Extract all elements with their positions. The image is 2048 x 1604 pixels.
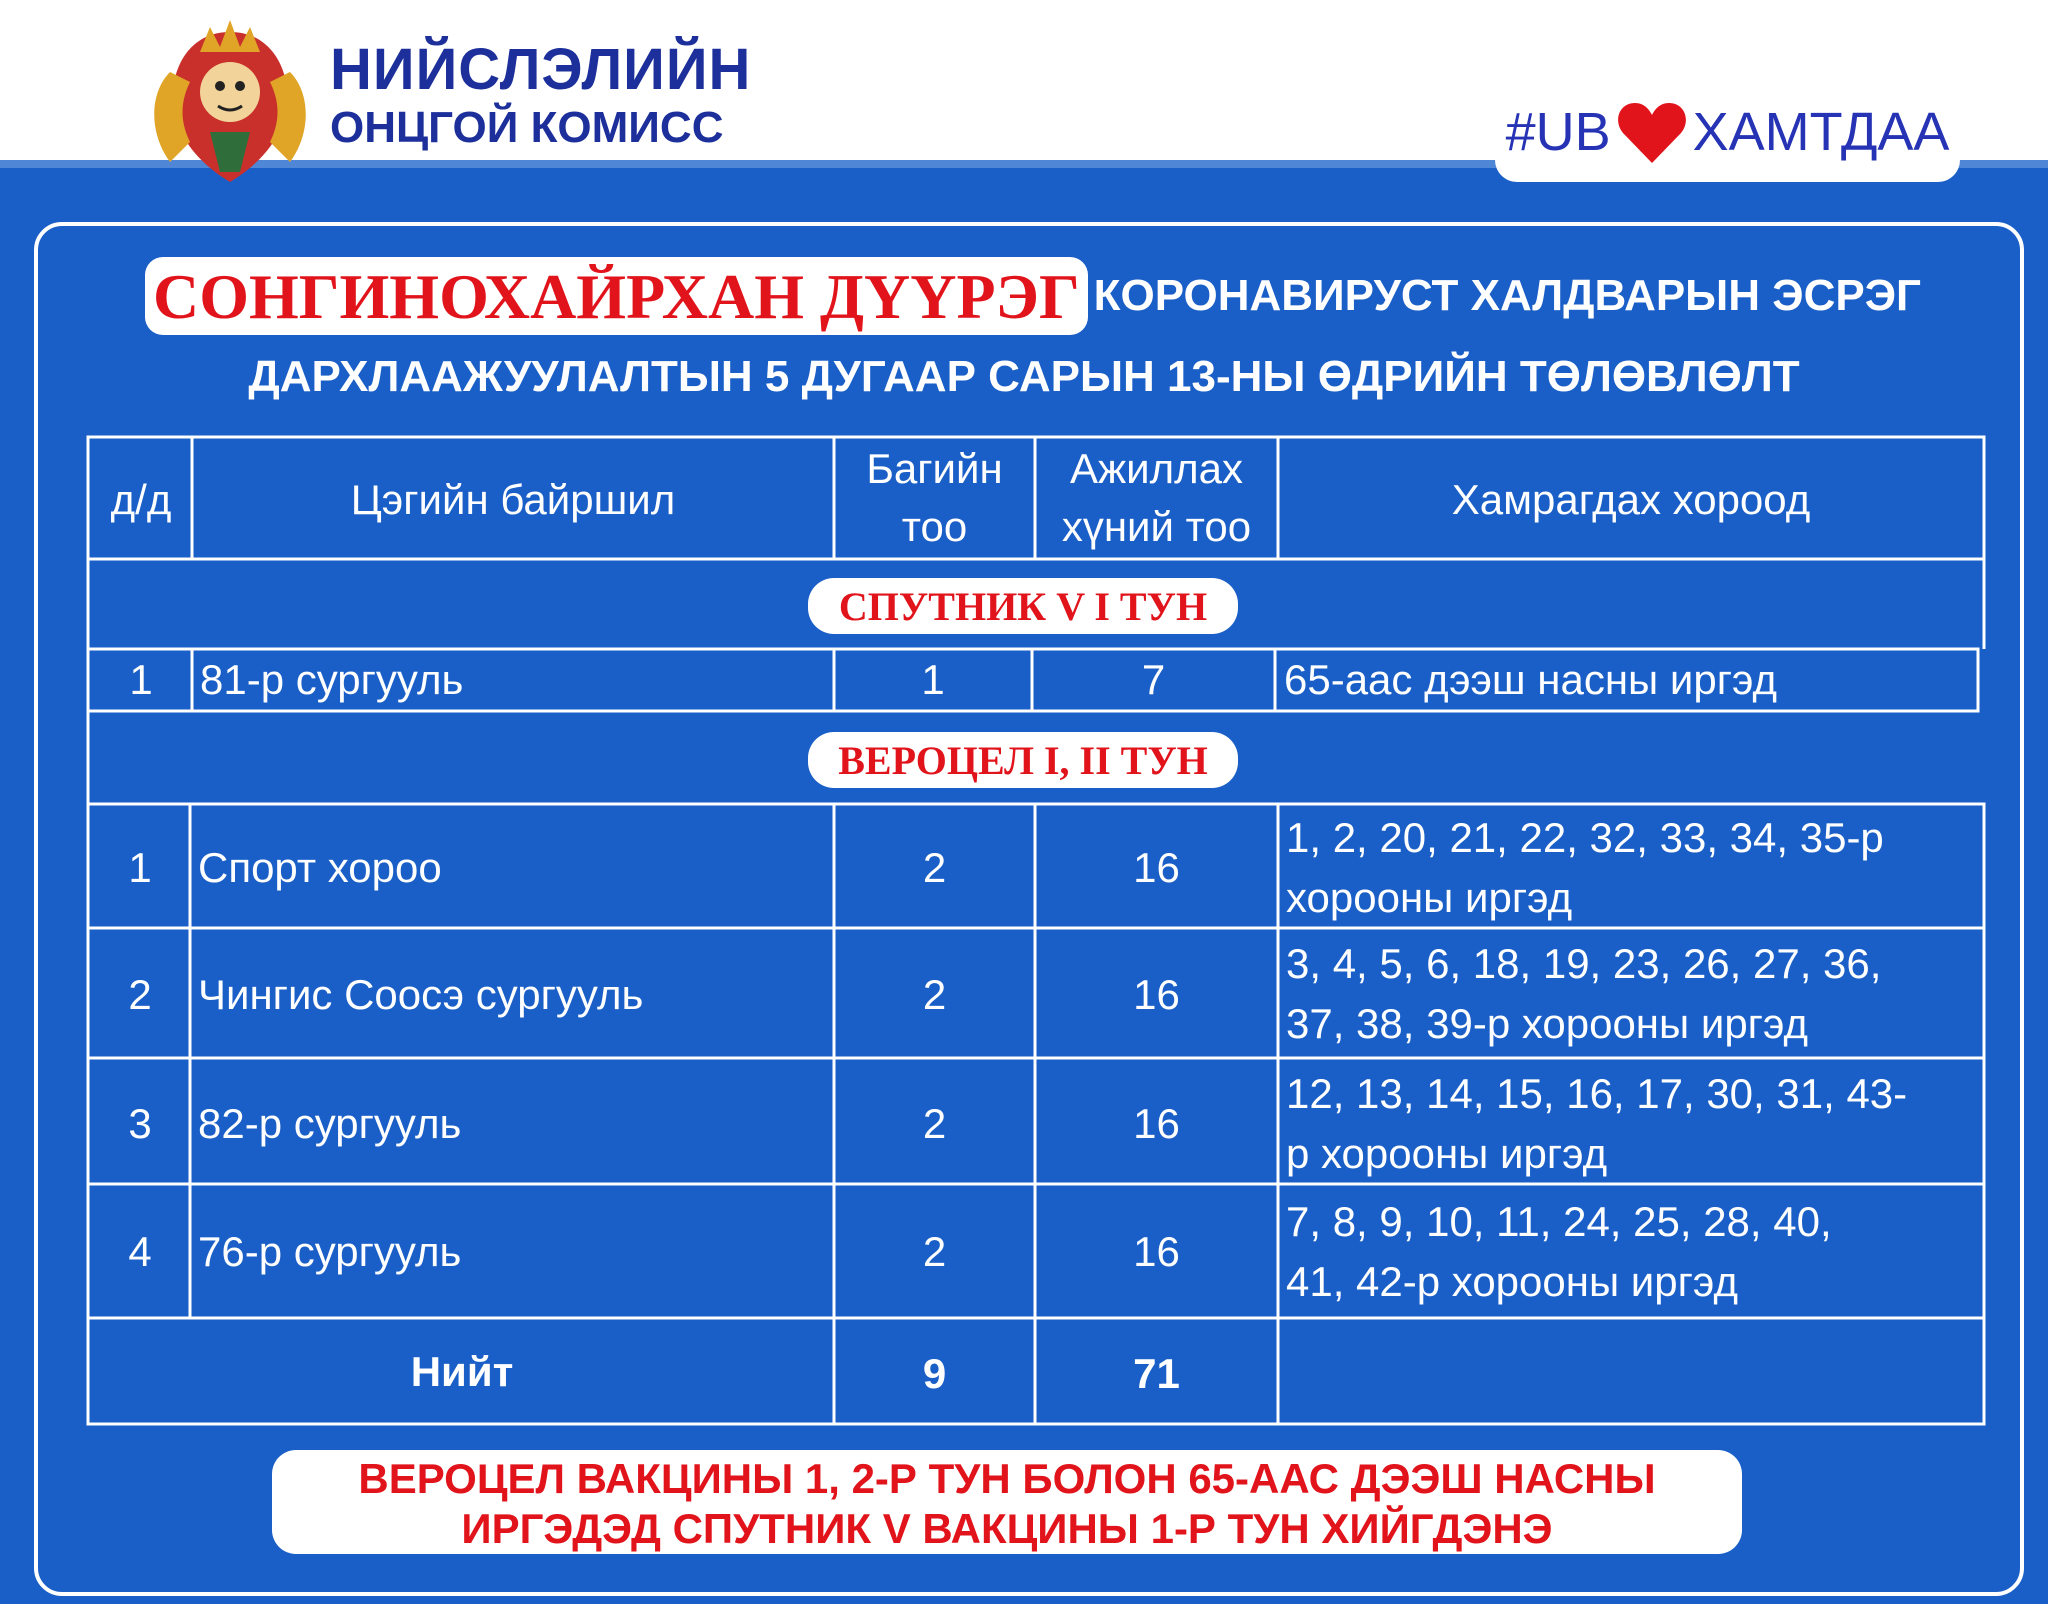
khoroo-line2: р хорооны иргэд [1286,1130,1608,1177]
header-teams-line1: Багийн [866,445,1003,492]
section-label-sputnik: СПУТНИК V I ТУН [808,578,1238,634]
table-cell-khoroo [1286,1192,1982,1312]
table-cell-teams: 1 [921,656,945,703]
footer-note [272,1450,1742,1554]
table-cell-staff: 7 [1141,656,1166,703]
table-cell-location: 82-р сургууль [198,1100,462,1147]
khoroo-line2: 41, 42-р хорооны иргэд [1286,1258,1738,1305]
title-line2: ДАРХЛААЖУУЛАЛТЫН 5 ДУГААР САРЫН 13-НЫ ӨДРИЙН ТӨЛӨВЛӨЛТ [248,352,1800,401]
hashtag-prefix: #UB [1505,102,1611,162]
header-teams-line2: тоо [901,503,968,550]
table-cell-teams: 2 [922,1100,947,1147]
header-teams [836,440,1033,556]
table-cell-teams: 2 [922,1228,947,1275]
table-cell-staff: 16 [1133,844,1180,891]
header-staff [1037,440,1276,556]
table-cell-teams: 2 [922,844,947,891]
khoroo-line1: 12, 13, 14, 15, 16, 17, 30, 31, 43- [1286,1070,1908,1117]
khoroo-line1: 1, 2, 20, 21, 22, 32, 33, 34, 35-р [1286,814,1884,861]
table-cell-location: 76-р сургууль [198,1228,462,1275]
footer-line2: ИРГЭДЭД СПУТНИК V ВАКЦИНЫ 1-Р ТУН ХИЙГДЭНЭ [461,1505,1553,1552]
table-cell-khoroo [1286,808,1982,928]
header-num: д/д [110,476,172,523]
table-cell-khoroo [1286,1064,1986,1184]
table-cell-teams: 2 [922,971,947,1018]
org-name-line1: НИЙСЛЭЛИЙН [330,37,752,102]
table-cell-location: 81-р сургууль [200,656,464,703]
total-teams: 9 [922,1350,947,1397]
total-label: Нийт [410,1348,514,1395]
khoroo-line1: 7, 8, 9, 10, 11, 24, 25, 28, 40, [1286,1198,1832,1245]
table-cell-num: 4 [128,1228,152,1275]
khoroo-line1: 3, 4, 5, 6, 18, 19, 23, 26, 27, 36, [1286,940,1882,987]
table-cell-staff: 16 [1133,1228,1180,1275]
table-cell-khoroo: 65-аас дээш насны иргэд [1284,656,1778,703]
table-cell-num: 1 [129,656,153,703]
table-cell-location: Спорт хороо [198,844,442,891]
footer-line1: ВЕРОЦЕЛ ВАКЦИНЫ 1, 2-Р ТУН БОЛОН 65-ААС ДЭЭШ НАСНЫ [358,1455,1656,1502]
org-name-line2: ОНЦГОЙ КОМИСС [330,103,724,152]
header-khoroo: Хамрагдах хороод [1451,476,1811,523]
total-staff: 71 [1133,1350,1180,1397]
header-staff-line1: Ажиллах [1070,445,1243,492]
table-cell-staff: 16 [1133,1100,1180,1147]
district-name: СОНГИНОХАЙРХАН ДҮҮРЭГ [145,257,1088,335]
hashtag-suffix: ХАМТДАА [1692,102,1950,162]
table-cell-location: Чингис Соосэ сургууль [198,971,644,1018]
header-location: Цэгийн байршил [350,476,676,523]
section-label-verocell: ВЕРОЦЕЛ I, II ТУН [808,732,1238,788]
khoroo-line2: хорооны иргэд [1286,874,1573,921]
table-cell-num: 2 [128,971,152,1018]
table-cell-num: 3 [128,1100,152,1147]
table-cell-num: 1 [128,844,152,891]
table-cell-khoroo [1286,934,1982,1054]
khoroo-line2: 37, 38, 39-р хорооны иргэд [1286,1000,1809,1047]
title-line1-rest: КОРОНАВИРУСТ ХАЛДВАРЫН ЭСРЭГ [1093,271,1921,320]
table-cell-staff: 16 [1133,971,1180,1018]
header-staff-line2: хүний тоо [1061,503,1252,550]
